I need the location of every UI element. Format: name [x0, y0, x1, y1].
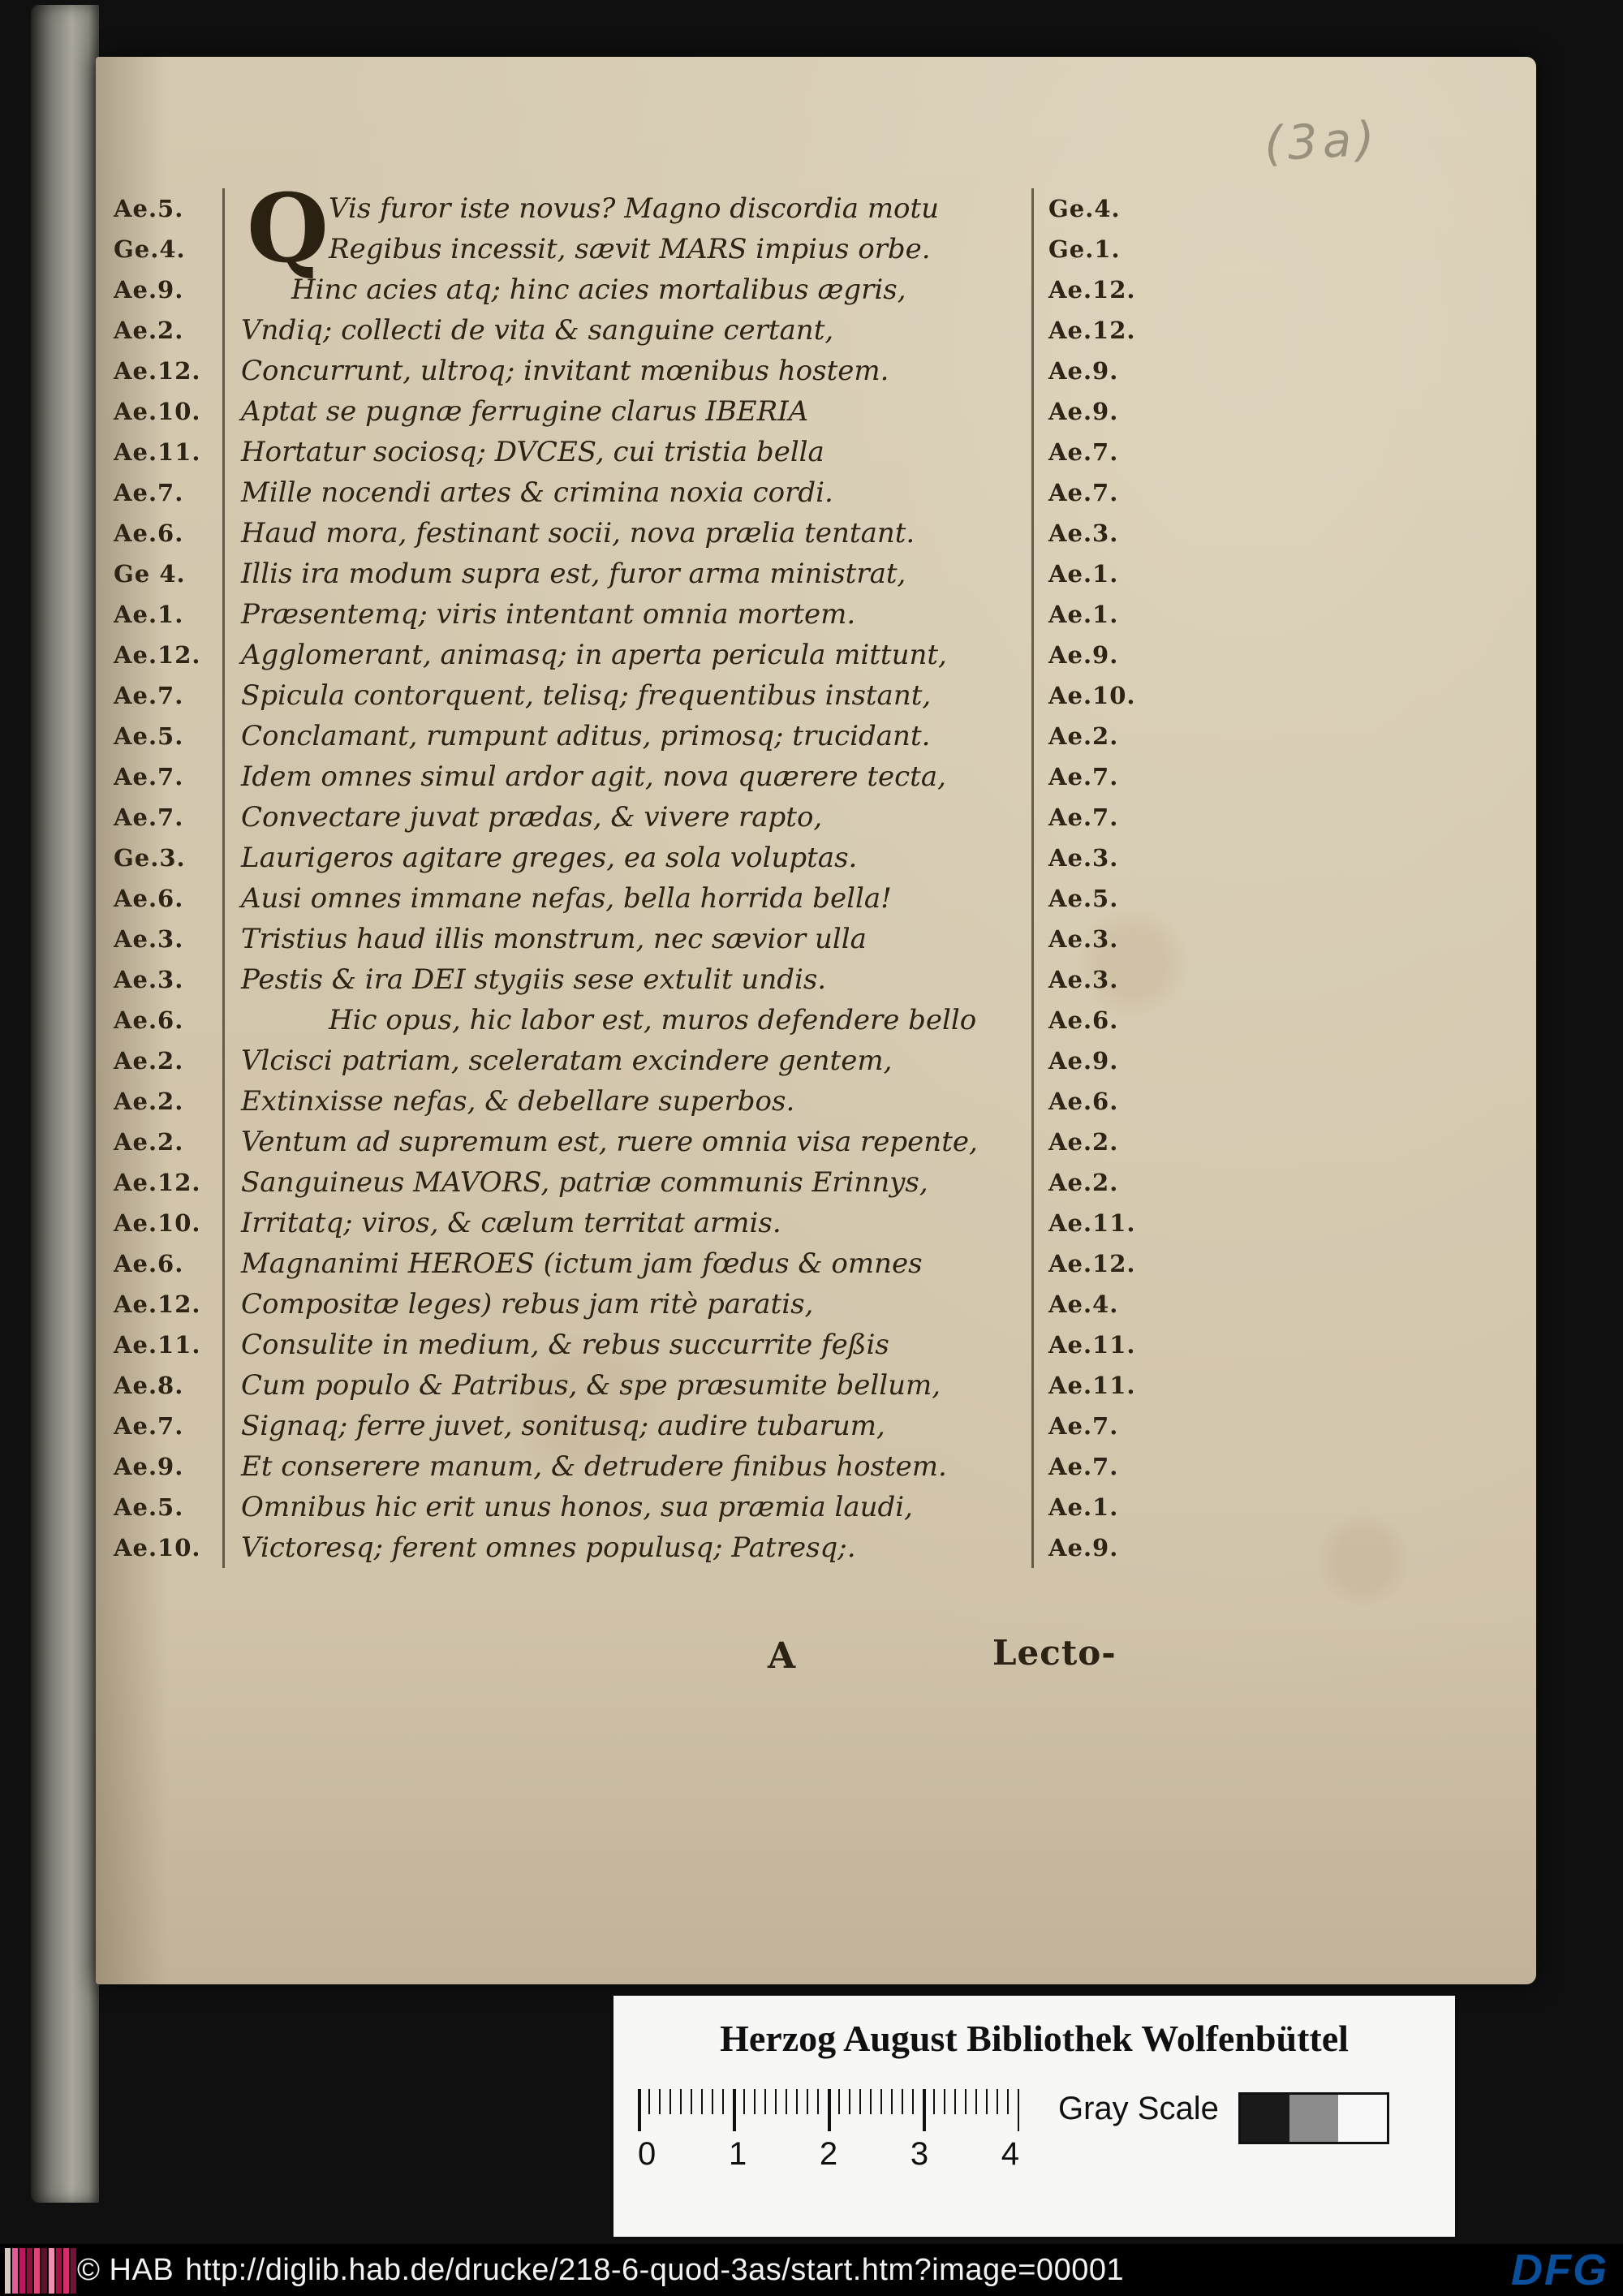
left-margin-ref: Ae.9. [114, 276, 184, 304]
verse-line [104, 1527, 1156, 1568]
verse-text: Illis ira modum supra est, furor arma ministrat, [222, 554, 1034, 594]
footer-bar [0, 2244, 1623, 2296]
signature-mark: A [768, 1635, 796, 1677]
left-margin-ref: Ae.2. [114, 317, 184, 344]
verse-text: Tristius haud illis monstrum, nec sævior ulla [222, 919, 1034, 959]
ruler-number: 2 [819, 2136, 838, 2172]
left-margin-ref: Ae.10. [114, 398, 201, 425]
verse-line [104, 594, 1156, 635]
footer-url: http://diglib.hab.de/drucke/218-6-quod-3as/start.htm?image=00001 [185, 2252, 1125, 2287]
verse-line [104, 391, 1156, 432]
verse-text: Signaq; ferre juvet, sonitusq; audire tubarum, [222, 1406, 1034, 1446]
left-margin-ref: Ae.11. [114, 1331, 201, 1359]
verse-line [104, 919, 1156, 959]
verse-text: Victoresq; ferent omnes populusq; Patresq;. [222, 1527, 1034, 1568]
verse-text: Præsentemq; viris intentant omnia mortem. [222, 594, 1034, 635]
verse-line [104, 1446, 1156, 1487]
right-margin-ref: Ae.12. [1048, 317, 1136, 344]
right-margin-ref: Ae.7. [1048, 763, 1119, 790]
verse-text: Haud mora, festinant socii, nova prælia tentant. [222, 513, 1034, 554]
gray-swatch [1241, 2095, 1289, 2142]
right-margin-ref: Ae.1. [1048, 601, 1119, 628]
right-margin-ref: Ae.3. [1048, 966, 1119, 993]
verse-line [104, 797, 1156, 838]
left-margin-ref: Ae.7. [114, 803, 184, 831]
right-margin-ref: Ae.5. [1048, 885, 1119, 912]
verse-line [104, 1325, 1156, 1365]
right-margin-ref: Ae.12. [1048, 1250, 1136, 1277]
left-margin-ref: Ae.7. [114, 479, 184, 506]
verse-line [104, 1000, 1156, 1040]
verse-line [104, 1487, 1156, 1527]
right-margin-ref: Ae.9. [1048, 641, 1119, 669]
verse-line [104, 878, 1156, 919]
verse-line [104, 513, 1156, 554]
right-margin-ref: Ae.9. [1048, 357, 1119, 385]
left-margin-ref: Ge.3. [114, 844, 186, 872]
left-margin-ref: Ae.7. [114, 1412, 184, 1440]
verse-text: Hinc acies atq; hinc acies mortalibus ægris, [222, 269, 1034, 310]
right-margin-ref: Ae.1. [1048, 1493, 1119, 1521]
library-label-card [610, 1992, 1458, 2240]
right-margin-ref: Ae.6. [1048, 1006, 1119, 1034]
right-margin-ref: Ae.12. [1048, 276, 1136, 304]
left-margin-ref: Ae.10. [114, 1534, 201, 1562]
verse-text: Vis furor iste novus? Magno discordia motu [222, 188, 1034, 229]
verse-text: Hic opus, hic labor est, muros defendere bello [222, 1000, 1034, 1040]
verse-text: Ausi omnes immane nefas, bella horrida bella! [222, 878, 1034, 919]
right-margin-ref: Ae.11. [1048, 1331, 1136, 1359]
book-binding-edge [31, 5, 99, 2203]
drop-cap-initial: Q [247, 174, 329, 284]
control-strip-bar [41, 2248, 47, 2294]
verse-text: Sanguineus MAVORS, patriæ communis Erinnys, [222, 1162, 1034, 1203]
right-margin-ref: Ae.9. [1048, 398, 1119, 425]
right-margin-ref: Ae.11. [1048, 1372, 1136, 1399]
right-margin-ref: Ae.6. [1048, 1088, 1119, 1115]
verse-line [104, 1040, 1156, 1081]
right-margin-ref: Ae.7. [1048, 438, 1119, 466]
left-margin-ref: Ae.5. [114, 722, 184, 750]
handwritten-page-number: (3a) [1263, 110, 1381, 172]
copyright-text: © HAB [77, 2252, 174, 2287]
right-margin-ref: Ge.4. [1048, 195, 1121, 222]
right-margin-ref: Ae.3. [1048, 925, 1119, 953]
ruler-number: 1 [728, 2136, 747, 2172]
left-margin-ref: Ae.2. [114, 1047, 184, 1075]
verse-line [104, 1162, 1156, 1203]
right-margin-ref: Ae.2. [1048, 1169, 1119, 1196]
right-margin-ref: Ae.9. [1048, 1534, 1119, 1562]
left-margin-ref: Ae.12. [114, 357, 201, 385]
left-margin-ref: Ae.1. [114, 601, 184, 628]
left-margin-ref: Ae.8. [114, 1372, 184, 1399]
verse-text: Hortatur sociosq; DVCES, cui tristia bella [222, 432, 1034, 472]
right-margin-ref: Ae.1. [1048, 560, 1119, 588]
verse-line [104, 188, 1156, 229]
verse-text: Vndiq; collecti de vita & sanguine certant, [222, 310, 1034, 351]
verse-line [104, 1284, 1156, 1325]
verse-text: Aptat se pugnæ ferrugine clarus IBERIA [222, 391, 1034, 432]
verse-text: Regibus incessit, sævit MARS impius orbe. [222, 229, 1034, 269]
verse-lines [104, 174, 1156, 1568]
verse-text: Et conserere manum, & detrudere finibus hostem. [222, 1446, 1034, 1487]
left-margin-ref: Ae.11. [114, 438, 201, 466]
verse-line [104, 838, 1156, 878]
verse-text: Conclamant, rumpunt aditus, primosq; trucidant. [222, 716, 1034, 756]
verse-text: Irritatq; viros, & cælum territat armis. [222, 1203, 1034, 1243]
left-margin-ref: Ae.12. [114, 1290, 201, 1318]
verse-text: Laurigeros agitare greges, ea sola voluptas. [222, 838, 1034, 878]
print-control-strip [5, 2248, 76, 2294]
left-margin-ref: Ae.7. [114, 763, 184, 790]
verse-line [104, 959, 1156, 1000]
gray-swatch [1289, 2095, 1338, 2142]
right-margin-ref: Ae.9. [1048, 1047, 1119, 1075]
manuscript-page [96, 57, 1536, 1984]
control-strip-bar [49, 2248, 54, 2294]
verse-text: Compositæ leges) rebus jam ritè paratis, [222, 1284, 1034, 1325]
verse-text: Cum populo & Patribus, & spe præsumite bellum, [222, 1365, 1034, 1406]
right-margin-ref: Ae.7. [1048, 479, 1119, 506]
verse-line [104, 1203, 1156, 1243]
verse-line [104, 310, 1156, 351]
left-margin-ref: Ae.12. [114, 1169, 201, 1196]
library-name: Herzog August Bibliothek Wolfenbüttel [720, 2018, 1349, 2059]
gray-swatch [1338, 2095, 1387, 2142]
verse-line [104, 472, 1156, 513]
left-margin-ref: Ae.5. [114, 195, 184, 222]
control-strip-bar [5, 2248, 11, 2294]
left-margin-ref: Ae.6. [114, 1250, 184, 1277]
right-margin-ref: Ae.3. [1048, 844, 1119, 872]
control-strip-bar [12, 2248, 18, 2294]
gray-scale-label: Gray Scale [1058, 2091, 1219, 2126]
ruler-number: 0 [638, 2136, 657, 2172]
ruler-ticks [638, 2089, 1019, 2131]
right-margin-ref: Ae.2. [1048, 1128, 1119, 1156]
left-margin-ref: Ae.3. [114, 925, 184, 953]
left-margin-ref: Ae.6. [114, 519, 184, 547]
right-margin-ref: Ae.11. [1048, 1209, 1136, 1237]
right-margin-ref: Ae.7. [1048, 1412, 1119, 1440]
control-strip-bar [63, 2248, 69, 2294]
verse-text: Magnanimi HEROES (ictum jam fœdus & omnes [222, 1243, 1034, 1284]
verse-text: Extinxisse nefas, & debellare superbos. [222, 1081, 1034, 1122]
right-margin-ref: Ae.10. [1048, 682, 1136, 709]
verse-text: Vlcisci patriam, sceleratam excindere gentem, [222, 1040, 1034, 1081]
left-margin-ref: Ae.6. [114, 885, 184, 912]
verse-text: Mille nocendi artes & crimina noxia cordi. [222, 472, 1034, 513]
ruler-numbers [638, 2136, 1019, 2173]
catchword: Lecto- [992, 1633, 1117, 1673]
verse-text: Concurrunt, ultroq; invitant mœnibus hostem. [222, 351, 1034, 391]
dfg-logo: DFG [1511, 2246, 1608, 2294]
left-margin-ref: Ae.9. [114, 1453, 184, 1480]
right-margin-ref: Ae.7. [1048, 803, 1119, 831]
verse-line [104, 1243, 1156, 1284]
right-margin-ref: Ae.3. [1048, 519, 1119, 547]
left-margin-ref: Ae.2. [114, 1088, 184, 1115]
verse-line [104, 716, 1156, 756]
verse-text: Ventum ad supremum est, ruere omnia visa repente, [222, 1122, 1034, 1162]
verse-text: Pestis & ira DEI stygiis sese extulit undis. [222, 959, 1034, 1000]
right-margin-ref: Ae.4. [1048, 1290, 1119, 1318]
right-margin-ref: Ge.1. [1048, 235, 1121, 263]
verse-text: Idem omnes simul ardor agit, nova quærere tecta, [222, 756, 1034, 797]
verse-line [104, 229, 1156, 269]
right-margin-ref: Ae.2. [1048, 722, 1119, 750]
left-margin-ref: Ae.12. [114, 641, 201, 669]
left-margin-ref: Ae.6. [114, 1006, 184, 1034]
verse-text: Agglomerant, animasq; in aperta pericula mittunt, [222, 635, 1034, 675]
left-margin-ref: Ge.4. [114, 235, 186, 263]
left-margin-ref: Ae.10. [114, 1209, 201, 1237]
control-strip-bar [19, 2248, 25, 2294]
verse-line [104, 1365, 1156, 1406]
verse-text: Consulite in medium, & rebus succurrite feßis [222, 1325, 1034, 1365]
verse-text: Convectare juvat prædas, & vivere rapto, [222, 797, 1034, 838]
left-margin-ref: Ae.5. [114, 1493, 184, 1521]
verse-line [104, 432, 1156, 472]
verse-line [104, 635, 1156, 675]
left-margin-ref: Ae.2. [114, 1128, 184, 1156]
control-strip-bar [34, 2248, 40, 2294]
footer-text [0, 2253, 1124, 2288]
ruler-number: 4 [1001, 2136, 1019, 2172]
left-margin-ref: Ae.3. [114, 966, 184, 993]
left-margin-ref: Ge 4. [114, 560, 186, 588]
control-strip-bar [27, 2248, 32, 2294]
gray-scale-swatches [1238, 2092, 1389, 2144]
verse-line [104, 675, 1156, 716]
ruler-number: 3 [910, 2136, 929, 2172]
verse-line [104, 269, 1156, 310]
gray-scale-group [1058, 2089, 1389, 2144]
verse-line [104, 1122, 1156, 1162]
verse-line [104, 756, 1156, 797]
label-scale-row [613, 2089, 1455, 2173]
control-strip-bar [56, 2248, 62, 2294]
verse-line [104, 1406, 1156, 1446]
verse-line [104, 554, 1156, 594]
verse-line [104, 351, 1156, 391]
right-margin-ref: Ae.7. [1048, 1453, 1119, 1480]
verse-line [104, 1081, 1156, 1122]
verse-text: Omnibus hic erit unus honos, sua præmia laudi, [222, 1487, 1034, 1527]
left-margin-ref: Ae.7. [114, 682, 184, 709]
verse-text: Spicula contorquent, telisq; frequentibus instant, [222, 675, 1034, 716]
control-strip-bar [71, 2248, 76, 2294]
scale-ruler [638, 2089, 1019, 2173]
